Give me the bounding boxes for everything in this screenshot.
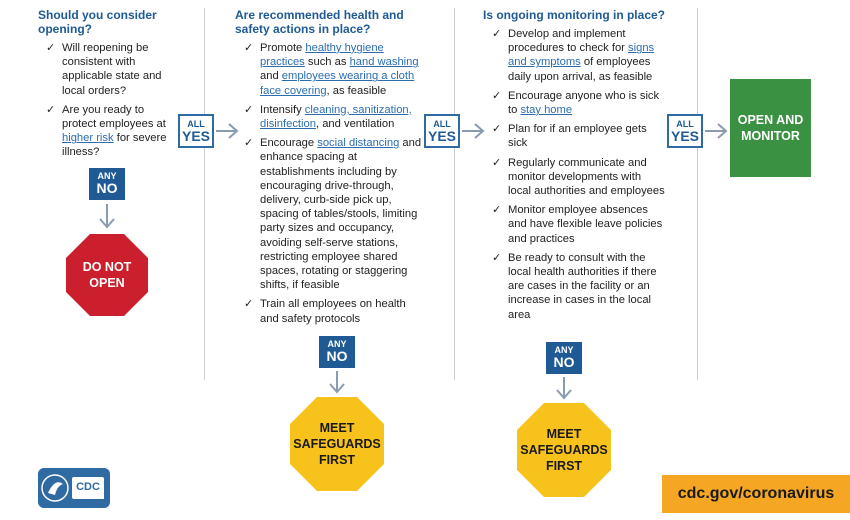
social-distancing-link[interactable]: social distancing xyxy=(317,137,400,150)
list-item: ✓ Regularly communicate and monitor developments with local authorities and employees xyxy=(492,156,665,198)
list-item: ✓ Intensify cleaning, sanitization, disinfection, and ventilation xyxy=(244,103,412,131)
check-icon: ✓ xyxy=(46,103,56,116)
arrow-right-icon xyxy=(216,121,240,141)
stay-home-link[interactable]: stay home xyxy=(520,104,573,117)
col3-heading: Is ongoing monitoring in place? xyxy=(483,8,665,22)
do-not-open-stop-sign: DO NOT OPEN xyxy=(66,234,148,316)
all-yes-badge-1: ALL YES xyxy=(178,114,214,148)
list-item: ✓ Will reopening be consistent with applicable state and local orders? xyxy=(46,42,162,97)
check-icon: ✓ xyxy=(492,156,502,169)
list-item: ✓ Are you ready to protect employees at higher risk for severe illness? xyxy=(46,103,167,159)
meet-safeguards-sign-col3: MEET SAFEGUARDS FIRST xyxy=(517,403,611,497)
check-icon: ✓ xyxy=(492,28,502,40)
list-item: ✓ Monitor employee absences and have flexible leave policies and practices xyxy=(492,204,663,245)
hygiene-link[interactable]: healthy hygiene practices xyxy=(260,42,384,69)
cdc-logo xyxy=(38,468,110,508)
hand-washing-link[interactable]: hand washing xyxy=(349,56,419,69)
divider xyxy=(697,8,698,380)
col1-heading: Should you consider opening? xyxy=(38,8,157,36)
meet-safeguards-sign-col2: MEET SAFEGUARDS FIRST xyxy=(290,397,384,491)
divider xyxy=(454,8,455,380)
check-icon: ✓ xyxy=(244,137,254,150)
check-icon: ✓ xyxy=(492,204,502,217)
check-icon: ✓ xyxy=(492,123,502,136)
check-icon: ✓ xyxy=(244,42,254,54)
list-item: ✓ Train all employees on health and safety protocols xyxy=(244,298,406,325)
check-icon: ✓ xyxy=(492,89,502,102)
list-item: ✓ Encourage social distancing and enhance spacing at establishments including by encouraging drive-through, delivery, curb-side pick up, spacing of tables/stools, limiting party sizes and occupancy, avoiding self-serve stations, restricting employee shared spaces, rotating or staggering shifts, if feasible xyxy=(244,137,422,292)
higher-risk-link[interactable]: higher risk xyxy=(62,132,114,145)
list-item: ✓ Promote healthy hygiene practices such as hand washing and employees wearing a cloth face covering, as feasible xyxy=(244,42,419,97)
face-covering-link[interactable]: employees wearing a cloth face covering xyxy=(260,70,415,97)
divider xyxy=(204,8,205,380)
col2-heading: Are recommended health and safety actions in place? xyxy=(235,8,404,36)
check-icon: ✓ xyxy=(244,103,254,116)
signs-symptoms-link[interactable]: signs and symptoms xyxy=(508,42,655,69)
col1-checklist xyxy=(44,41,174,165)
check-icon: ✓ xyxy=(46,42,56,54)
no-badge-col3: ANY NO xyxy=(546,342,582,374)
cleaning-link[interactable]: cleaning, sanitization, disinfection xyxy=(260,103,412,131)
col2-checklist xyxy=(242,41,424,331)
no-badge-col2: ANY NO xyxy=(319,336,355,368)
all-yes-badge-2: ALL YES xyxy=(424,114,460,148)
open-and-monitor-box: OPEN AND MONITOR xyxy=(730,79,811,177)
col3-checklist xyxy=(490,27,665,327)
list-item: ✓ Be ready to consult with the local health authorities if there are cases in the facility or an increase in cases in the local area xyxy=(492,251,657,321)
list-item: ✓ Encourage anyone who is sick to stay home xyxy=(492,89,660,117)
arrow-right-icon xyxy=(462,121,486,141)
check-icon: ✓ xyxy=(244,298,254,311)
cdc-logo-text: CDC xyxy=(76,481,100,493)
check-icon: ✓ xyxy=(492,251,502,264)
list-item: ✓ Plan for if an employee gets sick xyxy=(492,123,647,150)
cdc-url-banner[interactable]: cdc.gov/coronavirus xyxy=(662,475,850,513)
no-badge-col1: ANY NO xyxy=(89,168,125,200)
arrow-down-icon xyxy=(327,371,347,395)
arrow-down-icon xyxy=(97,204,117,230)
arrow-right-icon xyxy=(705,121,729,141)
all-yes-badge-3: ALL YES xyxy=(667,114,703,148)
list-item: ✓ Develop and implement procedures to check for signs and symptoms of employees daily upon arrival, as feasible xyxy=(492,28,655,83)
arrow-down-icon xyxy=(554,377,574,401)
